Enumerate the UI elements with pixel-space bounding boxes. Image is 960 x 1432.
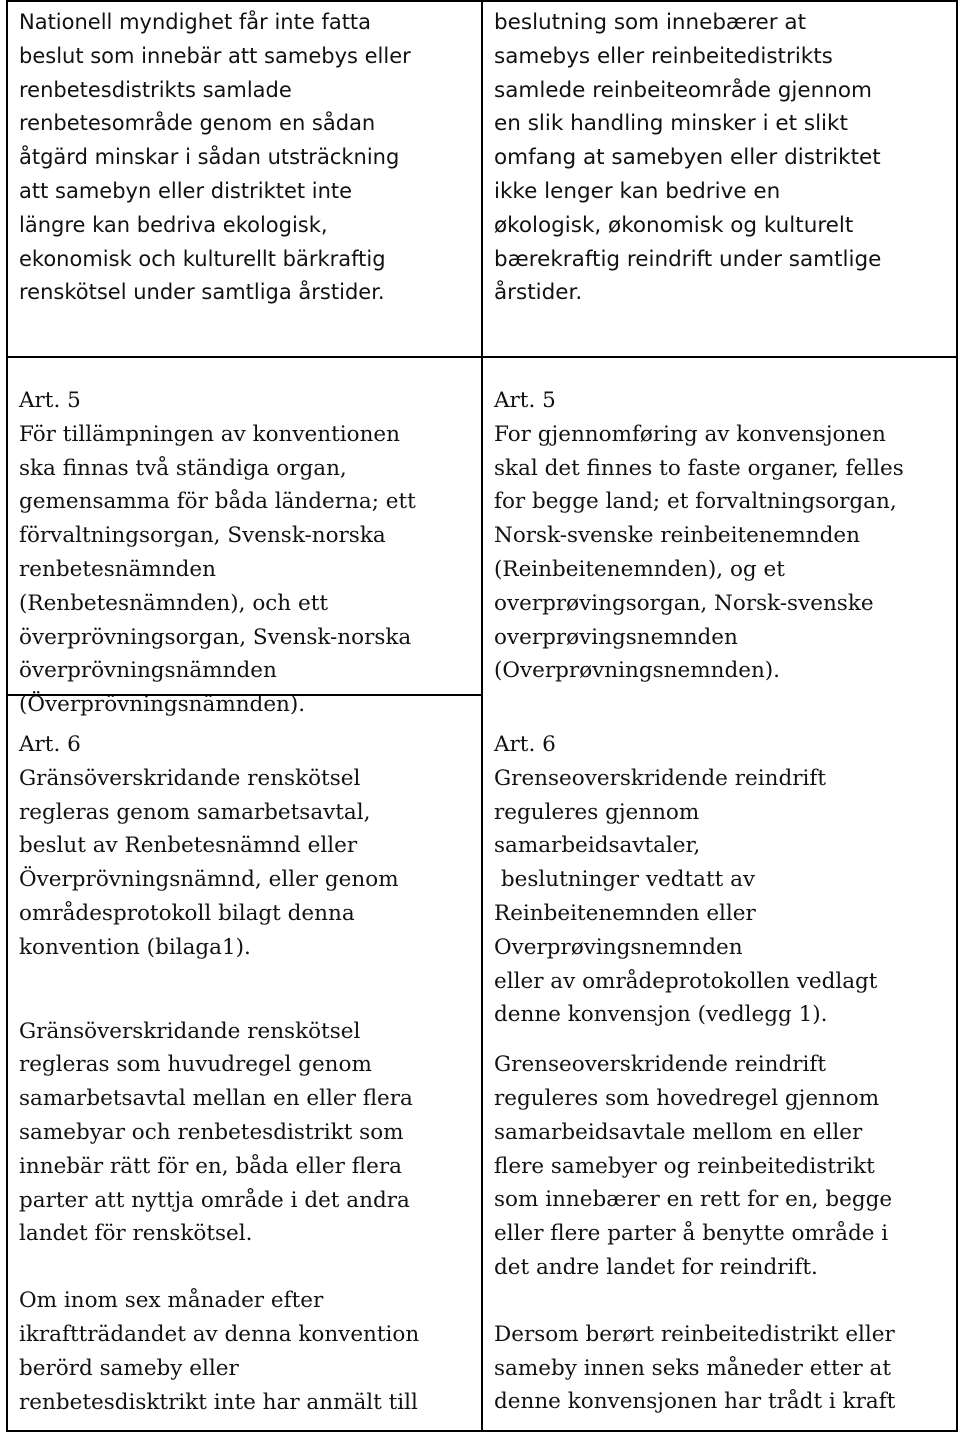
text-line: eller flere parter å benytte område i [494,1221,889,1247]
text-line: Överprövningsnämnd, eller genom [19,867,399,893]
text-line: ekonomisk och kulturellt bärkraftig [19,246,386,271]
norwegian-cell-row2 [482,357,957,1431]
text-line: För tillämpningen av konventionen [19,421,400,447]
text-line: renbetesnämnden [19,556,216,582]
text-line: berörd sameby eller [19,1355,239,1381]
text-line-content: renbetesdistrikts samlade [19,77,292,102]
text-line: ikke lenger kan bedrive en [494,178,781,204]
text-line: Gränsöverskridande renskötsel [19,1018,361,1044]
norwegian-article-6 [483,722,956,1419]
text-line [19,74,475,108]
text-line: denne konvensjonen har trådt i kraft [494,1389,896,1415]
text-line: parter att nyttja område i det andra [19,1187,410,1213]
text-line: innebär rätt för en, båda eller flera [19,1153,402,1179]
text-line: samarbetsavtal mellan en eller flera [19,1086,413,1112]
text-line: renbetesdisktrikt inte har anmält till [19,1389,418,1415]
blank-line [494,688,950,722]
paragraph-gap [494,1285,950,1318]
text-line: samebyar och renbetesdistrikt som [19,1119,404,1145]
text-line: renbetesområde genom en sådan [19,111,376,136]
row-divider [8,694,481,696]
text-line: flere samebyer og reinbeitedistrikt [494,1153,875,1179]
paragraph-gap [19,965,475,1015]
swedish-paragraph [8,2,481,310]
text-line: Nationell myndighet får inte fatta [19,10,372,34]
text-line: omfang at samebyen eller distriktet [494,145,881,171]
text-line: For gjennomføring av konvensjonen [494,421,886,447]
text-line: det andre landet for reindrift. [494,1254,818,1280]
text-line: renskötsel under samtliga årstider. [19,280,385,305]
article-heading: Art. 5 [19,388,81,413]
text-line: ikraftträdandet av denna konvention [19,1321,420,1347]
swedish-cell-row2 [7,357,482,1431]
text-line: bærekraftig reindrift under samtlige [494,246,882,272]
swedish-article-6 [8,722,481,1419]
paragraph-gap [19,1251,475,1284]
text-line: beslut av Renbetesnämnd eller [19,833,358,859]
text-line: samlede reinbeiteområde gjennom [494,77,872,103]
text-line: samarbeidsavtaler, [494,833,701,859]
text-line: områdesprotokoll bilagt denna [19,900,355,926]
bilingual-convention-table [6,0,958,1432]
norwegian-articles [483,358,956,722]
text-line: (Reinbeitenemnden), og et [494,556,785,582]
text-line: Norsk-svenske reinbeitenemnden [494,523,860,549]
swedish-articles [8,358,481,722]
text-line: beslut som innebär att samebys eller [19,43,411,68]
text-line: reguleres som hovedregel gjennom [494,1085,880,1111]
text-line: överprövningsnämnden [19,658,277,684]
text-line: Grenseoverskridende reindrift [494,765,826,791]
text-line: samarbeidsavtale mellom en eller [494,1119,863,1145]
norwegian-paragraph [483,2,956,310]
text-line: overprøvingsnemnden [494,624,738,650]
table-row [7,1,957,357]
article-heading: Art. 5 [494,388,556,413]
text-line: längre kan bedriva ekologisk, [19,212,328,237]
swedish-cell-row1 [7,1,482,357]
text-line: en slik handling minsker i et slikt [494,111,848,137]
norwegian-cell-row1 [482,1,957,357]
text-line: ska finnas två ständiga organ, [19,455,347,481]
text-line: denne konvensjon (vedlegg 1). [494,1002,828,1028]
text-line: Gränsöverskridande renskötsel [19,765,361,791]
article-heading: Art. 6 [19,731,81,757]
text-line: landet för renskötsel. [19,1221,253,1247]
text-line: beslutning som innebærer at [494,10,807,35]
text-line: förvaltningsorgan, Svensk-norska [19,523,386,549]
text-line: reguleres gjennom [494,799,700,825]
text-line: åtgärd minskar i sådan utsträckning [19,145,400,170]
text-line: årstider. [494,280,583,306]
table-row [7,357,957,1431]
text-line: Om inom sex månader efter [19,1288,324,1314]
article-heading: Art. 6 [494,731,556,757]
text-line: (Overprøvningsnemnden). [494,658,781,684]
text-line: (Överprövningsnämnden). [19,692,306,718]
text-line: gemensamma för båda länderna; ett [19,489,416,515]
text-line: beslutninger vedtatt av [494,867,756,893]
text-line: konvention (bilaga1). [19,934,251,960]
text-line: for begge land; et forvaltningsorgan, [494,489,897,515]
text-line: Grenseoverskridende reindrift [494,1052,826,1078]
text-line: Reinbeitenemnden eller [494,900,756,926]
text-line: (Renbetesnämnden), och ett [19,590,328,616]
text-line: Dersom berørt reinbeitedistrikt eller [494,1321,895,1347]
text-line: att samebyn eller distriktet inte [19,178,353,203]
text-line: skal det finnes to faste organer, felles [494,455,904,481]
text-line: regleras som huvudregel genom [19,1052,372,1078]
paragraph-gap [494,1032,950,1048]
text-line: regleras genom samarbetsavtal, [19,799,371,825]
text-line: økologisk, økonomisk og kulturelt [494,212,854,238]
text-line: Overprøvingsnemnden [494,934,743,960]
text-line: överprövningsorgan, Svensk-norska [19,624,412,650]
text-line: som innebærer en rett for en, begge [494,1187,893,1213]
text-line: eller av områdeprotokollen vedlagt [494,968,878,994]
text-line: overprøvingsorgan, Norsk-svenske [494,590,874,616]
text-line: samebys eller reinbeitedistrikts [494,43,833,69]
text-line: sameby innen seks måneder etter at [494,1355,892,1381]
